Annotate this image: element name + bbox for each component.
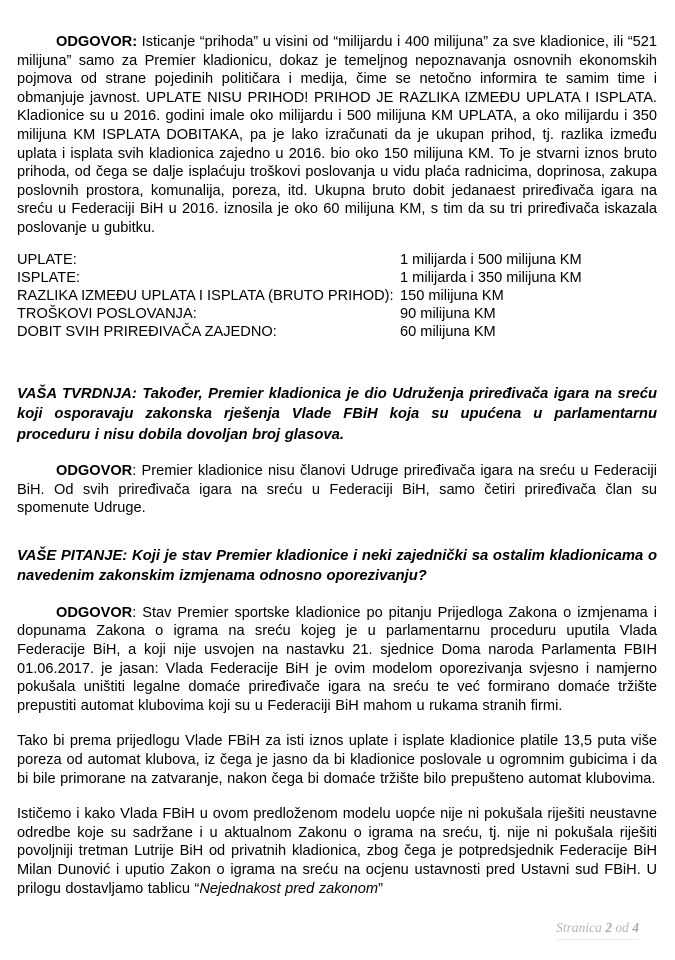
answer-lead-label: ODGOVOR xyxy=(56,604,133,621)
paragraph-answer-1 xyxy=(17,33,657,238)
answer-body-text: Isticanje “prihoda” u visini od “milijardu i 400 milijuna” za sve kladionice, ili “521 milijuna” samo za Premier kladionicu, dokaz je temeljnog nepoznavanja osnovnih ekonomskih pojmova od strane pojedinih političara i medija, čime se netočno informira te samim time i obmanjuje javnost. UPLATE NISU PRIHOD! PRIHOD JE RAZLIKA IZMEĐU UPLATA I ISPLATA. Kladionice su u 2016. godini imale oko milijardu i 500 milijuna KM UPLATA, a oko milijardu i 350 milijuna KM ISPLATA DOBITAKA, pa je lako izračunati da je ukupan prihod, tj. razlika između uplata i isplata svih kladionica zajedno u 2016. bio oko 150 milijuna KM. To je stvarni iznos bruto prihoda, od čega se dalje isplaćuju troškovi poslovanja u vidu plaća radnicima, doprinosa, zakupa poslovnih prostora, komunalija, poreza, itd. Ukupna bruto dobit jedanaest priređivača igara na sreću u Federaciji BiH u 2016. iznosila je oko 60 milijuna KM, s tim da su tri priređivača iskazala poslovanje u gubitku. xyxy=(17,34,657,236)
footer-page-number: 2 xyxy=(605,920,612,935)
claim-lead-label: VAŠA TVRDNJA: xyxy=(17,385,137,402)
paragraph-claim-1 xyxy=(17,384,657,446)
row-label: DOBIT SVIH PRIREĐIVAČA ZAJEDNO: xyxy=(17,324,277,341)
footer-word-page: Stranica xyxy=(556,920,606,935)
paragraph-answer-2 xyxy=(17,462,657,518)
row-label: TROŠKOVI POSLOVANJA: xyxy=(17,306,197,323)
financial-summary-list xyxy=(17,251,657,342)
footer-total-pages: 4 xyxy=(632,920,639,935)
row-value: 90 milijuna KM xyxy=(400,306,496,323)
paragraph-isticemo xyxy=(17,805,657,898)
answer-body-text: : Stav Premier sportske kladionice po pitanju Prijedloga Zakona o izmjenama i dopunama Zakona o igrama na sreću kojeg je u parlamentarnu proceduru uputila Vlada Federacije BiH, a koji nije usvojen na nastavku 21. sjednice Doma naroda Parlamenta FBIH 01.06.2017. je jasan: Vlada Federacije BiH je ovim modelom oporezivanja svjesno i namjerno pokušala uništiti legalne domaće priređivače igara na sreću te već formirano domaće tržište prepustiti automat klubovima koji su u Federaciji BiH mahom u rukama stranih firmi. xyxy=(17,604,657,714)
answer-lead-label: ODGOVOR xyxy=(56,463,133,480)
row-value: 1 milijarda i 500 milijuna KM xyxy=(400,251,582,268)
claim-body-text: Također, Premier kladionica je dio Udruženja priređivača igara na sreću koji osporavaju zakonska rješenja Vlade FBiH koja su upućena u parlamentarnu proceduru i nisu dobila dovoljan broj glasova. xyxy=(17,385,657,443)
paragraph-body-text: Ističemo i kako Vlada FBiH u ovom predloženom modelu uopće nije ni pokušala riješiti neustavne odredbe koje su sadržane i u aktualnom Zakonu o igrama na sreću, tj. nije ni pokušala riješiti povoljniji tretman Lutrije BiH od privatnih kladionica, zbog čega je potpredsjednik Federacije BiH Milan Dunović i uputio Zakon o igrama na sreću na ocjenu ustavnosti pred Ustavni sud FBiH. U prilogu dostavljamo tablicu “ xyxy=(17,806,657,897)
attachment-table-title: Nejednakost pred zakonom xyxy=(199,880,379,897)
question-lead-label: VAŠE PITANJE: xyxy=(17,547,128,564)
paragraph-tako-bi xyxy=(17,732,657,788)
answer-lead-label: ODGOVOR: xyxy=(56,34,138,50)
summary-row-isplate xyxy=(17,269,657,287)
row-label: UPLATE: xyxy=(17,251,77,268)
row-label: RAZLIKA IZMEĐU UPLATA I ISPLATA (BRUTO PRIHOD): xyxy=(17,287,394,304)
row-value: 60 milijuna KM xyxy=(400,324,496,341)
page-footer xyxy=(556,920,639,940)
footer-word-of: od xyxy=(612,920,633,935)
summary-row-troskovi xyxy=(17,305,657,323)
paragraph-answer-3 xyxy=(17,604,657,716)
row-label: ISPLATE: xyxy=(17,269,80,286)
question-body-text: Koji je stav Premier kladionice i neki zajednički sa ostalim kladionicama o navedenim zakonskim izmjenama odnosno oporezivanju? xyxy=(17,547,657,585)
answer-body-text: : Premier kladionice nisu članovi Udruge priređivača igara na sreću u Federaciji BiH. Od svih priređivača igara na sreću u Federaciji BiH, samo četiri priređivača član su spomenute Udruge. xyxy=(17,463,657,517)
summary-row-dobit xyxy=(17,323,657,341)
paragraph-question-1 xyxy=(17,546,657,587)
summary-row-uplate xyxy=(17,251,657,269)
row-value: 150 milijuna KM xyxy=(400,287,504,304)
paragraph-body-text: Tako bi prema prijedlogu Vlade FBiH za isti iznos uplate i isplate kladionice platile 13,5 puta više poreza od automat klubova, iz čega je jasno da bi kladionice poslovale u ogromnim gubicima i da bi bile primorane na zatvaranje, nakon čega bi domaće tržište bilo prepušteno automat klubovima. xyxy=(17,733,657,787)
closing-quote: ” xyxy=(378,880,383,897)
row-value: 1 milijarda i 350 milijuna KM xyxy=(400,269,582,286)
summary-row-razlika xyxy=(17,287,657,305)
